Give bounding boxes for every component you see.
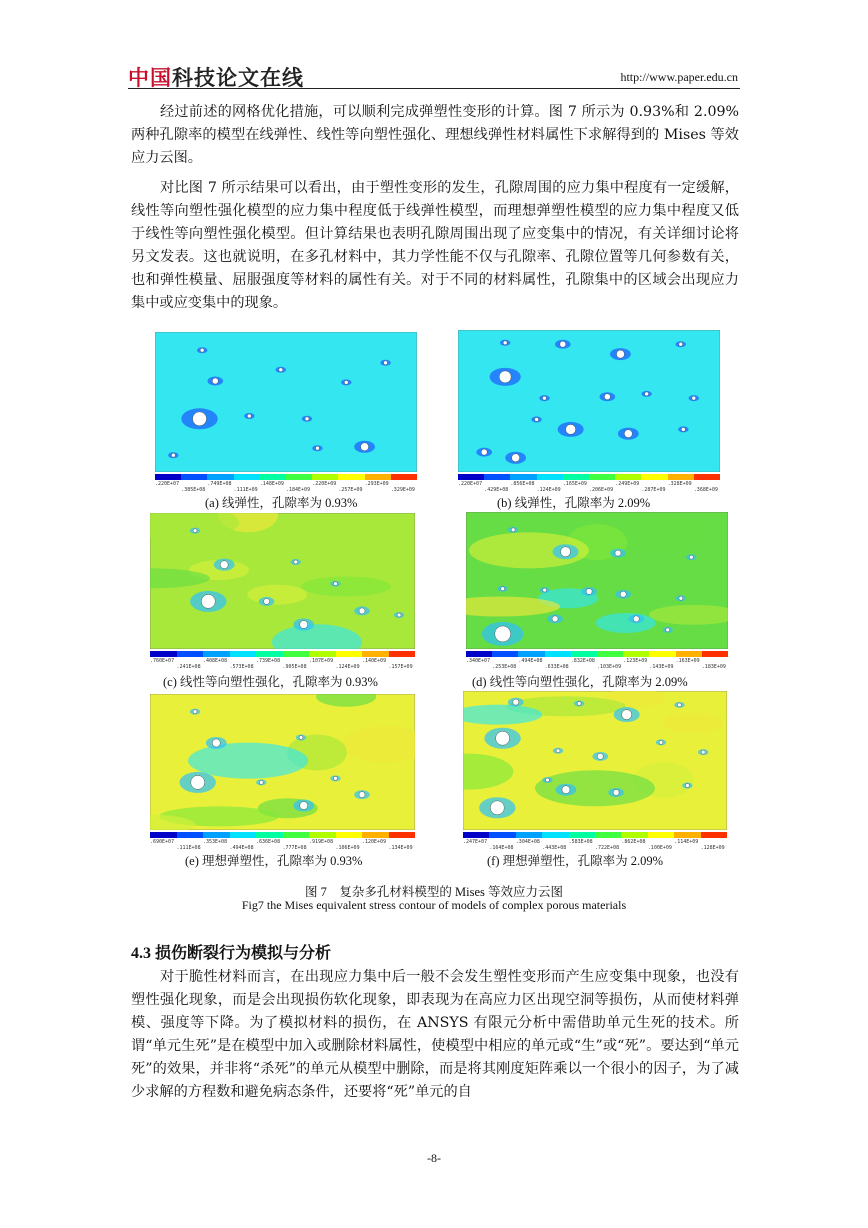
colorbar-label: .249E+09 [615, 481, 640, 487]
colorbar-label: .164E+08 [489, 845, 514, 851]
colorbar-label: .143E+09 [649, 664, 674, 670]
colorbar-label: .247E+07 [463, 839, 488, 845]
subfigure-caption: (b) 线弹性，孔隙率为 2.09% [497, 496, 651, 510]
pore-hole [495, 626, 511, 642]
colorbar-label: .123E+09 [623, 658, 648, 664]
colorbar-label: .494E+08 [518, 658, 543, 664]
pore-hole [315, 446, 319, 450]
colorbar-label: .919E+08 [309, 839, 334, 845]
colorbar-label: .856E+08 [510, 481, 535, 487]
pore-hole [677, 703, 681, 707]
colorbar-label: .905E+08 [282, 664, 307, 670]
colorbar-label: .749E+08 [207, 481, 232, 487]
colorbar-label: .107E+09 [309, 658, 334, 664]
pore-hole [542, 396, 546, 400]
pore-hole [545, 778, 549, 782]
colorbar-swatch [589, 474, 615, 480]
stress-zone [301, 576, 391, 596]
pore-hole [384, 361, 388, 365]
contour-plot-c [150, 513, 415, 670]
header-rule [128, 88, 740, 89]
pore-hole [616, 350, 624, 358]
colorbar-label: .106E+09 [335, 845, 360, 851]
pore-hole [247, 414, 251, 418]
pore-hole [300, 621, 308, 629]
pore-hole [359, 792, 365, 798]
colorbar-swatch [537, 474, 563, 480]
pore-hole [481, 449, 487, 455]
contour-plot-e [150, 694, 415, 851]
contour-background [458, 330, 720, 472]
pore-hole [586, 588, 592, 594]
colorbar-swatch [701, 832, 727, 838]
colorbar-swatch [150, 651, 177, 657]
pore-hole [171, 453, 175, 457]
contour-plot-a [155, 332, 417, 493]
colorbar-label: .100E+09 [647, 845, 672, 851]
colorbar-swatch [283, 832, 310, 838]
figure-caption-cn: 图 7 复杂多孔材料模型的 Mises 等效应力云图 [305, 885, 563, 899]
pore-hole [679, 596, 683, 600]
colorbar-swatch [389, 651, 416, 657]
colorbar-label: .111E+08 [176, 845, 201, 851]
pore-hole [212, 739, 220, 747]
journal-logo: 中国科技论文在线 [128, 66, 304, 90]
pore-hole [490, 801, 504, 815]
colorbar-label: .777E+08 [282, 845, 307, 851]
colorbar-swatch [336, 832, 363, 838]
colorbar-swatch [676, 651, 702, 657]
colorbar-swatch [641, 474, 667, 480]
colorbar-label: .862E+08 [621, 839, 646, 845]
colorbar-swatch [518, 651, 544, 657]
contour-image [150, 513, 415, 649]
legend-colorbar [463, 832, 727, 838]
colorbar-label: .328E+09 [667, 481, 692, 487]
colorbar-swatch [694, 474, 720, 480]
colorbar-label: .220E+07 [458, 481, 483, 487]
stress-zone [620, 516, 710, 552]
pore-hole [577, 702, 581, 706]
colorbar-swatch [362, 651, 389, 657]
pore-hole [501, 587, 505, 591]
pore-hole [201, 594, 215, 608]
colorbar-swatch [569, 832, 595, 838]
colorbar-swatch [510, 474, 536, 480]
colorbar-swatch [389, 832, 416, 838]
colorbar-label: .103E+09 [597, 664, 622, 670]
pore-hole [193, 412, 207, 426]
colorbar-label: .583E+08 [568, 839, 593, 845]
colorbar-swatch [256, 832, 283, 838]
colorbar-label: .165E+09 [562, 481, 587, 487]
pore-hole [220, 561, 228, 569]
figure-caption-en: Fig7 the Mises equivalent stress contour of models of complex porous materials [241, 898, 627, 912]
pore-hole [193, 710, 197, 714]
colorbar-swatch [309, 832, 336, 838]
colorbar-swatch [177, 832, 204, 838]
pore-hole [294, 560, 298, 564]
section-paragraph: 对于脆性材料而言，在出现应力集中后一般不会发生塑性变形而产生应变集中现象，也没有塑性强化现象，而是会出现损伤软化现象，即表现为在高应力区出现空洞等损伤，从而使材料弹模、强度等下降。为了模拟材料的损伤，在 ANSYS 有限元分析中需借助单元生死的技术。所谓“单元生死”是在模型中加入或删除材料属性，使模型中相应的单元或“生”或“死”。要达到“单元死”的效果，并非将“杀死”的单元从模型中删除，而是将其刚度矩阵乘以一个很小的因子，为了减少求解的方程数和避免病态条件，还要将“死”单元的自 [131, 969, 739, 1100]
pore-hole [499, 371, 511, 383]
header-url[interactable]: http://www.paper.edu.cn [620, 70, 738, 84]
colorbar-label: .690E+07 [150, 839, 175, 845]
colorbar-swatch [309, 651, 336, 657]
contour-plot-f [463, 691, 727, 851]
colorbar-swatch [595, 832, 621, 838]
colorbar-label: .287E+09 [641, 487, 666, 493]
colorbar-swatch [571, 651, 597, 657]
stress-zone [663, 713, 723, 733]
colorbar-label: .494E+08 [229, 845, 254, 851]
colorbar-label: .241E+08 [176, 664, 201, 670]
pore-hole [511, 528, 515, 532]
colorbar-label: .385E+08 [181, 487, 206, 493]
subfigure-caption: (d) 线性等向塑性强化，孔隙率为 2.09% [472, 675, 688, 689]
colorbar-swatch [312, 474, 338, 480]
pore-hole [561, 547, 571, 557]
contour-image [466, 512, 728, 649]
colorbar-swatch [674, 832, 700, 838]
colorbar-swatch [338, 474, 364, 480]
colorbar-swatch [336, 651, 363, 657]
contour-image [463, 691, 727, 830]
section-title: 4.3 损伤断裂行为模拟与分析 [131, 945, 332, 962]
colorbar-swatch [597, 651, 623, 657]
colorbar-label: .429E+08 [484, 487, 509, 493]
contour-image [150, 694, 415, 830]
pore-hole [681, 427, 685, 431]
colorbar-label: .120E+09 [362, 839, 387, 845]
colorbar-swatch [484, 474, 510, 480]
page-number: -8- [427, 1151, 441, 1165]
pore-hole [361, 443, 369, 451]
subfigure-caption: (c) 线性等向塑性强化，孔隙率为 0.93% [163, 675, 378, 689]
colorbar-label: .304E+08 [515, 839, 540, 845]
pore-hole [685, 784, 689, 788]
pore-hole [701, 750, 705, 754]
colorbar-swatch [362, 832, 389, 838]
pore-hole [566, 424, 576, 434]
legend-colorbar [150, 832, 415, 838]
pore-hole [613, 789, 619, 795]
contour-image [458, 330, 720, 472]
colorbar-label: .443E+08 [542, 845, 567, 851]
colorbar-swatch [615, 474, 641, 480]
colorbar-swatch [489, 832, 515, 838]
colorbar-swatch [542, 832, 568, 838]
colorbar-swatch [256, 651, 283, 657]
colorbar-swatch [648, 832, 674, 838]
colorbar-swatch [668, 474, 694, 480]
colorbar-label: .184E+09 [286, 487, 311, 493]
pore-hole [624, 430, 632, 438]
colorbar-swatch [492, 651, 518, 657]
pore-hole [560, 341, 566, 347]
colorbar-label: .636E+08 [256, 839, 281, 845]
pore-hole [645, 392, 649, 396]
colorbar-swatch [203, 651, 230, 657]
stress-zone [247, 585, 307, 605]
pore-hole [397, 613, 401, 617]
pore-hole [279, 368, 283, 372]
colorbar-swatch [286, 474, 312, 480]
subfigure-caption: (f) 理想弹塑性，孔隙率为 2.09% [487, 854, 664, 868]
colorbar-swatch [545, 651, 571, 657]
pore-hole [264, 598, 270, 604]
contour-background [155, 332, 417, 472]
colorbar-swatch [260, 474, 286, 480]
colorbar-swatch [283, 651, 310, 657]
pore-hole [359, 608, 365, 614]
colorbar-label: .573E+08 [229, 664, 254, 670]
subfigure-caption: (e) 理想弹塑性，孔隙率为 0.93% [185, 854, 363, 868]
pore-hole [620, 591, 626, 597]
colorbar-swatch [230, 832, 257, 838]
colorbar-label: .340E+07 [466, 658, 491, 664]
colorbar-label: .128E+09 [700, 845, 725, 851]
pore-hole [604, 394, 610, 400]
pore-hole [659, 740, 663, 744]
legend-colorbar [155, 474, 417, 480]
pore-hole [299, 736, 303, 740]
pore-hole [692, 396, 696, 400]
colorbar-label: .114E+09 [674, 839, 699, 845]
colorbar-label: .257E+09 [338, 487, 363, 493]
colorbar-swatch [458, 474, 484, 480]
colorbar-label: .157E+09 [388, 664, 413, 670]
colorbar-label: .760E+07 [150, 658, 175, 664]
legend-colorbar [150, 651, 415, 657]
colorbar-label: .329E+09 [390, 487, 415, 493]
colorbar-label: .206E+09 [589, 487, 614, 493]
legend-colorbar [466, 651, 728, 657]
colorbar-label: .134E+09 [388, 845, 413, 851]
colorbar-swatch [563, 474, 589, 480]
colorbar-swatch [621, 832, 647, 838]
pore-hole [344, 380, 348, 384]
colorbar-label: .739E+08 [256, 658, 281, 664]
pore-hole [200, 348, 204, 352]
pore-hole [512, 454, 520, 462]
pore-hole [622, 710, 632, 720]
paragraph-2: 对比图 7 所示结果可以看出，由于塑性变形的发生，孔隙周围的应力集中程度有一定缓解，线性等向塑性强化模型的应力集中程度低于线弹性模型，而理想弹塑性模型的应力集中程度又低于线性等向塑性强化模型。但计算结果也表明孔隙周围出现了应变集中的情况，有关详细讨论将另文发表。这也就说明，在多孔材料中，其力学性能不仅与孔隙率、孔隙位置等几何参数有关，也和弹性模量、屈服强度等材料的属性有关。对于不同的材料属性，孔隙集中的区域会出现应力集中或应变集中的现象。 [131, 180, 739, 311]
contour-plot-d [466, 512, 728, 670]
colorbar-swatch [702, 651, 728, 657]
colorbar-label: .124E+09 [335, 664, 360, 670]
pore-hole [556, 749, 560, 753]
pore-hole [562, 786, 570, 794]
contour-plot-b [458, 330, 720, 493]
stress-zone [535, 770, 655, 806]
pore-hole [334, 582, 338, 586]
colorbar-swatch [207, 474, 233, 480]
colorbar-label: .832E+08 [570, 658, 595, 664]
colorbar-label: .124E+09 [536, 487, 561, 493]
colorbar-swatch [203, 832, 230, 838]
colorbar-swatch [516, 832, 542, 838]
stress-zone [596, 613, 656, 633]
colorbar-label: .183E+09 [701, 664, 726, 670]
colorbar-swatch [649, 651, 675, 657]
pore-hole [496, 731, 510, 745]
subfigure-caption: (a) 线弹性，孔隙率为 0.93% [205, 496, 358, 510]
colorbar-swatch [230, 651, 257, 657]
pore-hole [212, 378, 218, 384]
contour-image [155, 332, 417, 472]
colorbar-label: .368E+09 [693, 487, 718, 493]
colorbar-label: .408E+08 [203, 658, 228, 664]
colorbar-label: .633E+08 [544, 664, 569, 670]
pore-hole [597, 753, 603, 759]
pore-hole [513, 699, 519, 705]
pore-hole [666, 628, 670, 632]
colorbar-label: .220E+07 [155, 481, 180, 487]
colorbar-label: .140E+09 [362, 658, 387, 664]
pore-hole [191, 775, 205, 789]
colorbar-label: .722E+08 [595, 845, 620, 851]
colorbar-label: .148E+09 [259, 481, 284, 487]
colorbar-swatch [155, 474, 181, 480]
pore-hole [503, 341, 507, 345]
pore-hole [552, 616, 558, 622]
colorbar-swatch [150, 832, 177, 838]
colorbar-label: .353E+08 [203, 839, 228, 845]
legend-colorbar [458, 474, 720, 480]
colorbar-label: .293E+09 [364, 481, 389, 487]
colorbar-swatch [463, 832, 489, 838]
pore-hole [689, 555, 693, 559]
paragraph-1: 经过前述的网格优化措施，可以顺利完成弹塑性变形的计算。图 7 所示为 0.93%和 2.09%两种孔隙率的模型在线弹性、线性等向塑性强化、理想线弹性材料属性下求解得到的 Mises 等效应力云图。 [131, 104, 739, 166]
pore-hole [535, 417, 539, 421]
colorbar-label: .111E+09 [233, 487, 258, 493]
colorbar-swatch [181, 474, 207, 480]
colorbar-label: .253E+08 [492, 664, 517, 670]
colorbar-swatch [365, 474, 391, 480]
pore-hole [259, 780, 263, 784]
colorbar-label: .220E+09 [312, 481, 337, 487]
pore-hole [679, 342, 683, 346]
pore-hole [615, 550, 621, 556]
colorbar-swatch [466, 651, 492, 657]
colorbar-label: .163E+09 [675, 658, 700, 664]
colorbar-swatch [623, 651, 649, 657]
colorbar-swatch [391, 474, 417, 480]
pore-hole [334, 776, 338, 780]
pore-hole [633, 616, 639, 622]
pore-hole [300, 802, 308, 810]
pore-hole [193, 529, 197, 533]
colorbar-swatch [177, 651, 204, 657]
pore-hole [305, 417, 309, 421]
colorbar-swatch [234, 474, 260, 480]
pore-hole [543, 588, 547, 592]
